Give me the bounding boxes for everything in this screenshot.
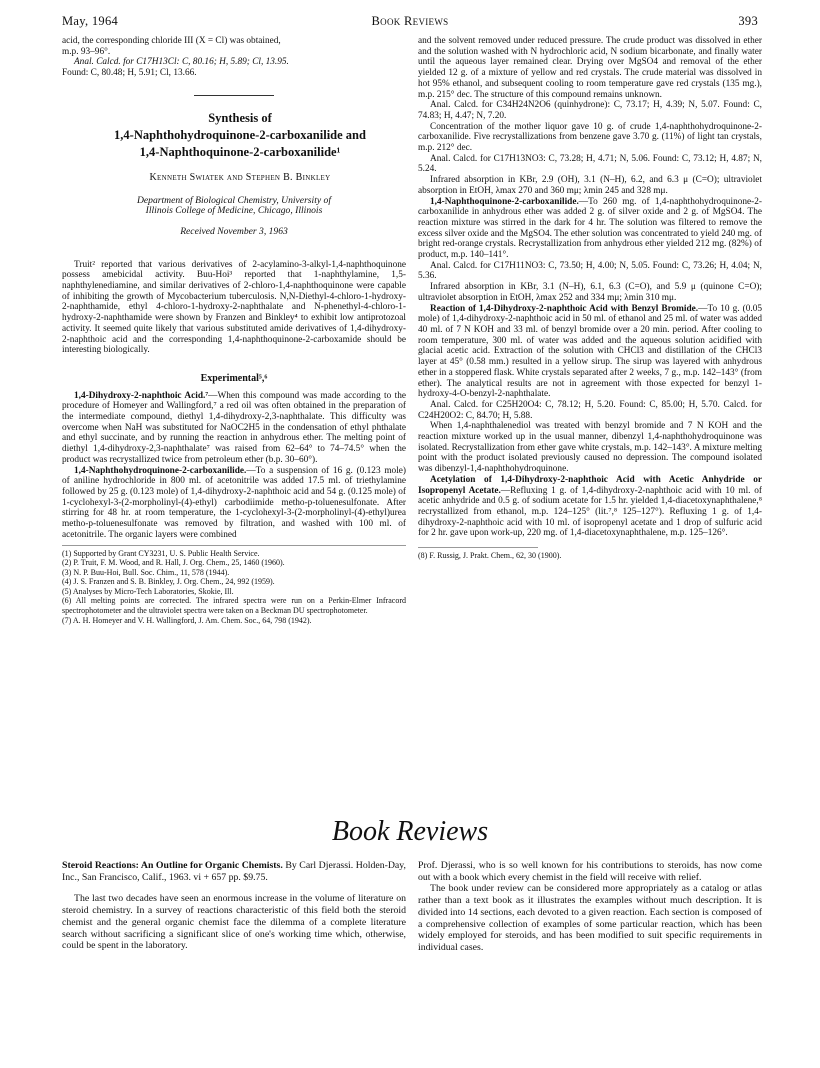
book-reviews-title: Book Reviews [331,816,489,847]
footnote: (5) Analyses by Micro-Tech Laboratories, Skokie, Ill. [62,586,234,596]
intro-paragraph: Truit² reported that various derivatives of 2-acylamino-3-alkyl-1,4-naphthoquinone possess amebicidal activity. Buu-Hoi³ reported that 1-naphthylamine, 1,5-naphthylenediamine, and similar derivatives of 2-chloro-1,4-naphthoquinone were capable of inhibiting the growth of Mycobacterium tuberculosis. N,N-Diethyl-4-chloro-1-hydroxy-2-naphthamide, ethyl 4-chloro-1-hydroxy-2-naphthalate and N-phenethyl-4-chloro-1-hydroxy-2-naphthamide were shown by Franzen and Binkley⁴ to exhibit low antiprotozoal activity. It seemed quite likely that various substituted amide derivatives of 1,4-dihydroxy-2-naphthoic acid and the corresponding 1,4-naphthoquinone-2-carboxamide should be interesting biologically. [62,259,406,356]
analysis-paragraph: Anal. Calcd. for C17H13NO3: C, 73.28; H, 4.71; N, 5.06. Found: C, 73.12; H, 4.87; N, 5.24. [418,153,762,175]
footnotes [62,549,406,626]
analysis-paragraph: Anal. Calcd. for C17H11NO3: C, 73.50; H, 4.00; N, 5.05. Found: C, 73.26; H, 4.04; N, 5.36. [418,260,762,282]
review-book-title: Steroid Reactions: An Outline for Organic Chemists. [62,860,283,871]
acid-paragraph [62,391,406,466]
intro-line: m.p. 93–96°. [62,46,111,57]
experimental-heading: Experimental⁵,⁶ [200,372,268,384]
affiliation-line1: Department of Biological Chemistry, University of [137,194,331,206]
acetylation-paragraph [418,475,762,539]
benzyl-text: —To 10 g. (0.05 mole) of 1,4-dihydroxy-2-naphthoic acid in 50 ml. of ethanol and 25 ml. of water was added 40 ml. of 7 N KOH and 33 ml. of benzyl bromide over a 20 min. period. After cooling to room temperature, 300 ml. of water was added and the aqueous solution acidified with glacial acetic acid. Extraction of the solution with CHCl3 and distillation of the CHCl3 layer at 45° (0.58 mm.) resulted in a yellow sirup. The sirup was layered with anhydrous ether in a stoppered flask. White crystals separated after 2 weeks, 7 g., m.p. 142–143° (from ether). The analytical results are not in agreement with those expected for benzyl 1-hydroxy-4-O-benzyl-2-naphthalate. [418,303,762,400]
page-number: 393 [738,14,758,28]
analysis-paragraph: Anal. Calcd. for C34H24N2O6 (quinhydrone): C, 73.17; H, 4.39; N, 5.07. Found: C, 74.83; H, 4.47; N, 7.20. [418,100,762,121]
authors: Kenneth Swiatek and Stephen B. Binkley [149,171,331,183]
review-citation [62,860,406,883]
benzyl-paragraph [418,304,762,400]
article-title-line2: 1,4-Naphthoquinone-2-carboxanilide¹ [139,144,341,159]
footnote: (1) Supported by Grant CY3231, U. S. Public Health Service. [62,548,260,558]
anilide-text: —To a suspension of 16 g. (0.123 mole) of aniline hydrochloride in 800 ml. of acetonitrile was added 17.5 ml. of triethylamine followed by 25 g. (0.123 mole) of 1,4-dihydroxy-2-naphthoic acid and 54 g. (0.125 mole) of 1-cyclohexyl-3-(2-morpholinyl-(4)-ethyl) carbodiimide metho-p-toluenesulfonate. After stirring for 48 hr. at room temperature, the 1-cyclohexyl-3-(2-morpholinyl-(4)-ethyl)urea metho-p-toluenesulfonate was removed by filtration, and washed with 100 ml. of acetonitrile. The organic layers were combined [62,465,406,540]
review-right-column [418,860,762,954]
spectra-paragraph: Infrared absorption in KBr, 3.1 (N–H), 6.1, 6.3 (C=O), and 5.9 μ (quinone C=O); ultraviolet absorption in EtOH, λmax 252 and 334 mμ; λmin 310 mμ. [418,282,762,303]
received-date: Received November 3, 1963 [180,225,288,237]
article-title-line1: 1,4-Naphthohydroquinone-2-carboxanilide and [114,127,366,142]
affiliation-line2: Illinois College of Medicine, Chicago, Illinois [145,205,323,217]
header-section: Book Reviews [371,14,449,28]
footnote: (8) F. Russig, J. Prakt. Chem., 62, 30 (1900). [418,551,562,561]
footnote-rule [418,547,538,548]
benzyl-heading: Reaction of 1,4-Dihydroxy-2-naphthoic Acid with Benzyl Bromide. [430,303,699,314]
review-paragraph: The last two decades have seen an enormous increase in the volume of literature on steroid chemistry. In a survey of reactions characteristic of this field both the steroid chemist and the general organic chemist face the dilemma of a complete literature search without sacrificing a significant slice of one's working time which, otherwise, could be spent in the laboratory. [62,893,406,952]
body-paragraph: and the solvent removed under reduced pressure. The crude product was dissolved in ether and the solution washed with N hydrochloric acid, N sodium bicarbonate, and finally water until the aqueous layer remained clear. Drying over MgSO4 and removal of the ether yielded 12 g. of a mixture of yellow and red crystals. The crude material was dissolved in hot 95% ethanol, and subsequent cooling to room temperature gave red crystals (135 mg.), m.p. 215° dec. The structure of this compound remains unknown. [418,36,762,100]
intro-line: Anal. Calcd. for C17H13Cl: C, 80.16; H, 5.89; Cl, 13.95. [74,57,289,68]
review-paragraph: Prof. Djerassi, who is so well known for his contributions to steroids, has now come out with a book which every chemist in the field will receive with relief. [418,860,762,883]
body-paragraph: Concentration of the mother liquor gave 10 g. of crude 1,4-naphthohydroquinone-2-carboxanilide. Five recrystallizations from benzene gave 3.70 g. (11%) of light tan crystals, m.p. 212° dec. [418,121,762,154]
quinone-text: —To 260 mg. of 1,4-naphthohydroquinone-2-carboxanilide in anhydrous ether was added 2 g. of silver oxide and 2 g. of MgSO4. The reaction mixture was stirred in the dark for 4 hr. The solution was filtered to remove the excess silver oxide and the MgSO4. The ether solution was concentrated to yield 240 mg. of bright red-orange crystals. Recrystallization from anhydrous ether yielded 212 mg. (82%) of product, m.p. 140–141°. [418,196,762,261]
acetylation-text: —Refluxing 1 g. of 1,4-dihydroxy-2-naphthoic acid with 10 ml. of acetic anhydride and 0.5 g. of sodium acetate for 1.5 hr. yielded 1,4-diacetoxynaphthalene,⁸ recrystallized from ethanol, m.p. 124–125° (lit.⁷,⁸ 125–127°). Refluxing 1 g. of 1,4-dihydroxy-2-naphthoic acid with 10 ml. of isopropenyl acetate and 1 drop of sulfuric acid for 2 hr. gave upon work-up, 220 mg. of 1,4-diacetoxynaphthalene, m.p. 125–126°. [418,485,762,539]
quinone-heading: 1,4-Naphthoquinone-2-carboxanilide. [430,196,579,207]
article-title-pre: Synthesis of [208,110,272,125]
review-byline: By Carl Djerassi. Holden-Day, Inc., San Francisco, Calif., 1963. vi + 657 pp. $9.75. [62,860,406,883]
footnote: (2) P. Truit, F. M. Wood, and R. Hall, J. Org. Chem., 25, 1460 (1960). [62,558,285,568]
footnote: (3) N. P. Buu-Hoi, Bull. Soc. Chim., 11, 578 (1944). [62,567,230,577]
acid-text: —When this compound was made according to the procedure of Homeyer and Wallingford,⁷ a red oil was often obtained in the preparation of the intermediate compound, diethyl 1,4-dihydroxy-2,3-naphthalate. This difficulty was overcome when NaH was substituted for NaOC2H5 in the condensation of ethyl phthalate and ethyl succinate, and by running the reaction in anhydrous ether. The melting point of diethyl 1,4-dihydroxy-2,3-naphthalate⁷ was raised from 62–64° to 74–74.5° when the product was recrystallized twice from petroleum ether (b.p. 30–60°). [62,390,406,465]
anilide-heading: 1,4-Naphthohydroquinone-2-carboxanilide. [74,465,247,476]
acetylation-heading: Acetylation of 1,4-Dihydroxy-2-naphthoic Acid with Acetic Anhydride or Isopropenyl Acetate. [418,474,762,496]
left-column [62,36,406,625]
footnote: (4) J. S. Franzen and S. B. Binkley, J. Org. Chem., 24, 992 (1959). [62,577,275,587]
review-left-column [62,860,406,952]
review-paragraph: The book under review can be considered more appropriately as a catalog or atlas rather than a text book as it illustrates the examples without much description. It is divided into 14 sections, each devoted to a given reaction. Each section is composed of a comprehensive collection of examples of some particular reaction, which has been widely employed for steroids, and has been modified to suit specific requirements in individual cases. [418,883,762,953]
body-paragraph: When 1,4-naphthalenediol was treated with benzyl bromide and 7 N KOH and the reaction mixture worked up in the usual manner, dibenzyl 1,4-naphthohydroquinone was isolated. Recrystallization from ether gave white crystals, m.p. 142–143°. A mixture melting point with the product isolated previously caused no depression. The compound isolated was dibenzyl-1,4-naphthohydroquinone. [418,421,762,475]
footnote-rule [62,545,406,546]
intro-line: Found: C, 80.48; H, 5.91; Cl, 13.66. [62,68,197,79]
intro-line: acid, the corresponding chloride III (X = Cl) was obtained, [62,36,281,46]
anilide-paragraph [62,466,406,541]
spectra-paragraph: Infrared absorption in KBr, 2.9 (OH), 3.1 (N–H), 6.2, and 6.3 μ (C=O); ultraviolet absorption in EtOH, λmax 270 and 360 mμ; λmin 245 and 328 mμ. [418,175,762,196]
right-column [418,36,762,561]
quinone-paragraph [418,197,762,261]
analysis-paragraph: Anal. Calcd. for C25H20O4: C, 78.12; H, 5.20. Found: C, 85.00; H, 5.70. Calcd. for C24H20O2: C, 84.70; H, 5.88. [418,399,762,421]
acid-heading: 1,4-Dihydroxy-2-naphthoic Acid.⁷ [74,390,209,401]
footnote: (6) All melting points are corrected. The infrared spectra were run on a Perkin-Elmer Infracord spectrophotometer and the ultraviolet spectra were taken on a Beckman DU spectrophotometer. [62,596,406,616]
footnote: (7) A. H. Homeyer and V. H. Wallingford, J. Am. Chem. Soc., 64, 798 (1942). [62,615,312,625]
header-date: May, 1964 [62,14,119,28]
